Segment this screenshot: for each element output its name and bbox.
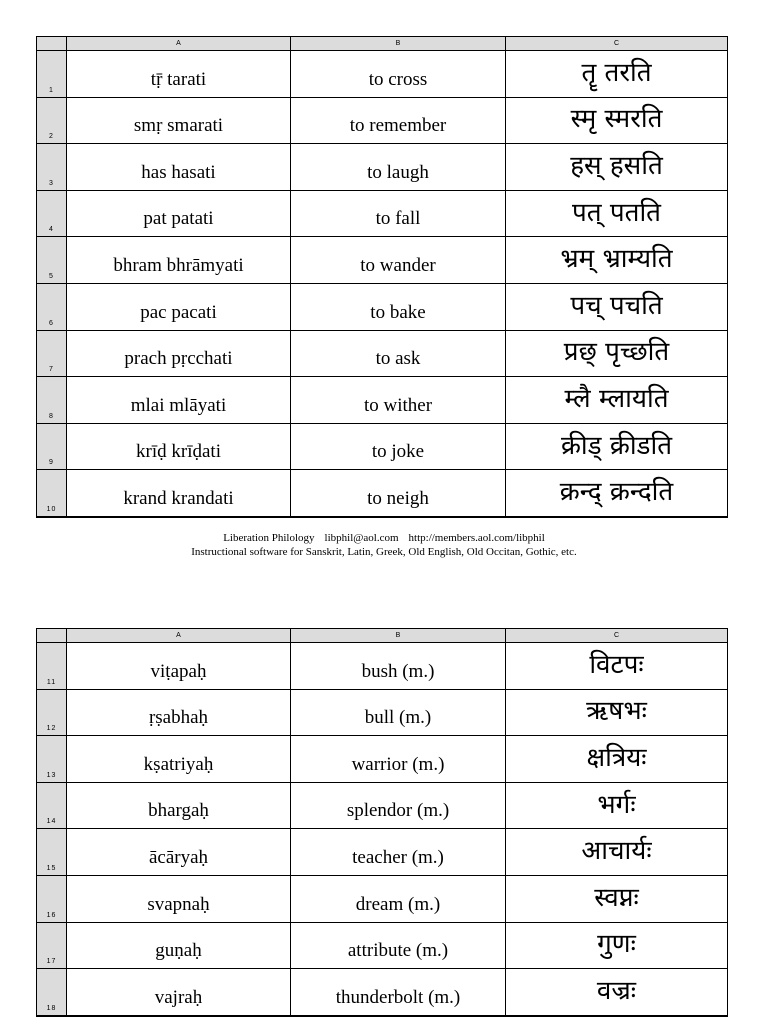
cell-devanagari[interactable]: भ्रम् भ्राम्यति bbox=[560, 244, 673, 275]
cell-meaning[interactable]: to bake bbox=[291, 284, 506, 330]
table-row bbox=[37, 969, 727, 1016]
row-number-label: 18 bbox=[46, 1004, 57, 1012]
cell-devanagari[interactable]: पच् पचति bbox=[570, 290, 663, 321]
row-number-label: 4 bbox=[49, 226, 54, 234]
table-row bbox=[37, 237, 727, 284]
row-number[interactable] bbox=[37, 643, 67, 689]
row-number-label: 11 bbox=[46, 678, 57, 686]
cell-transliteration[interactable]: bhram bhrāmyati bbox=[67, 237, 291, 283]
cell-transliteration[interactable]: mlai mlāyati bbox=[67, 377, 291, 423]
column-header-b[interactable]: B bbox=[291, 629, 506, 642]
row-number[interactable] bbox=[37, 51, 67, 97]
row-number-label: 2 bbox=[49, 133, 54, 141]
cell-meaning[interactable]: to wander bbox=[291, 237, 506, 283]
footer-tagline: Instructional software for Sanskrit, Latin, Greek, Old English, Old Occitan, Gothic, etc. bbox=[191, 546, 577, 558]
row-number-label: 15 bbox=[46, 864, 57, 872]
row-number-label: 16 bbox=[46, 911, 57, 919]
row-number-label: 14 bbox=[46, 818, 57, 826]
table-row bbox=[37, 98, 727, 145]
cell-devanagari[interactable]: भर्गः bbox=[597, 789, 636, 820]
column-header-a[interactable]: A bbox=[67, 629, 291, 642]
cell-meaning[interactable]: attribute (m.) bbox=[291, 923, 506, 969]
table-row bbox=[37, 284, 727, 331]
cell-transliteration[interactable]: tṝ tarati bbox=[67, 51, 291, 97]
row-number[interactable] bbox=[37, 736, 67, 782]
row-number-label: 10 bbox=[46, 505, 57, 513]
cell-devanagari[interactable]: क्षत्रियः bbox=[586, 742, 647, 773]
row-number[interactable] bbox=[37, 829, 67, 875]
row-number[interactable] bbox=[37, 690, 67, 736]
spreadsheet-table-1 bbox=[36, 36, 728, 518]
row-number-label: 9 bbox=[49, 459, 54, 467]
cell-devanagari[interactable]: ऋषभः bbox=[586, 696, 647, 727]
column-header-a[interactable]: A bbox=[67, 37, 291, 50]
row-number-label: 5 bbox=[49, 272, 54, 280]
column-header-b[interactable]: B bbox=[291, 37, 506, 50]
row-number-label: 3 bbox=[49, 179, 54, 187]
table-row bbox=[37, 144, 727, 191]
cell-meaning[interactable]: to laugh bbox=[291, 144, 506, 190]
row-number[interactable] bbox=[37, 377, 67, 423]
cell-meaning[interactable]: to remember bbox=[291, 98, 506, 144]
cell-devanagari[interactable]: म्लै म्लायति bbox=[564, 383, 669, 414]
cell-devanagari[interactable]: हस् हसति bbox=[570, 150, 663, 181]
footer-email[interactable]: libphil@aol.com bbox=[324, 532, 399, 544]
footer-name: Liberation Philology bbox=[223, 532, 315, 544]
footer bbox=[0, 531, 768, 559]
cell-transliteration[interactable]: guṇaḥ bbox=[67, 923, 291, 969]
column-header-c[interactable]: C bbox=[613, 632, 620, 639]
cell-devanagari[interactable]: क्रीड् क्रीडति bbox=[560, 430, 673, 461]
row-number-label: 17 bbox=[46, 958, 57, 966]
cell-transliteration[interactable]: svapnaḥ bbox=[67, 876, 291, 922]
cell-devanagari[interactable]: क्रन्द् क्रन्दति bbox=[559, 477, 674, 508]
cell-meaning[interactable]: bush (m.) bbox=[291, 643, 506, 689]
cell-devanagari[interactable]: पत् पतति bbox=[572, 197, 661, 228]
table-row bbox=[37, 470, 727, 517]
table-row bbox=[37, 424, 727, 471]
column-header-c[interactable]: C bbox=[613, 40, 620, 47]
cell-transliteration[interactable]: ācāryaḥ bbox=[67, 829, 291, 875]
cell-transliteration[interactable]: krīḍ krīḍati bbox=[67, 424, 291, 470]
row-number-label: 6 bbox=[49, 319, 54, 327]
cell-transliteration[interactable]: vajraḥ bbox=[67, 969, 291, 1015]
cell-devanagari[interactable]: आचार्यः bbox=[581, 836, 652, 867]
corner-cell[interactable] bbox=[37, 629, 67, 642]
table-row bbox=[37, 643, 727, 690]
footer-url[interactable]: http://members.aol.com/libphil bbox=[408, 532, 545, 544]
cell-transliteration[interactable]: bhargaḥ bbox=[67, 783, 291, 829]
cell-devanagari[interactable]: वज्रः bbox=[596, 975, 637, 1006]
cell-meaning[interactable]: warrior (m.) bbox=[291, 736, 506, 782]
table-body bbox=[37, 643, 727, 1016]
row-number[interactable] bbox=[37, 331, 67, 377]
cell-transliteration[interactable]: viṭapaḥ bbox=[67, 643, 291, 689]
cell-transliteration[interactable]: prach pṛcchati bbox=[67, 331, 291, 377]
cell-transliteration[interactable]: ṛṣabhaḥ bbox=[67, 690, 291, 736]
column-header-row bbox=[37, 629, 727, 643]
row-number-label: 1 bbox=[49, 86, 54, 94]
table-row bbox=[37, 51, 727, 98]
cell-transliteration[interactable]: kṣatriyaḥ bbox=[67, 736, 291, 782]
table-body bbox=[37, 51, 727, 517]
corner-cell[interactable] bbox=[37, 37, 67, 50]
cell-meaning[interactable]: to cross bbox=[291, 51, 506, 97]
cell-meaning[interactable]: teacher (m.) bbox=[291, 829, 506, 875]
cell-transliteration[interactable]: pac pacati bbox=[67, 284, 291, 330]
cell-devanagari[interactable]: स्मृ स्मरति bbox=[570, 104, 663, 135]
spreadsheet-table-2 bbox=[36, 628, 728, 1017]
table-row bbox=[37, 829, 727, 876]
column-header-row bbox=[37, 37, 727, 51]
cell-devanagari[interactable]: विटपः bbox=[589, 649, 644, 680]
row-number[interactable] bbox=[37, 923, 67, 969]
cell-transliteration[interactable]: has hasati bbox=[67, 144, 291, 190]
cell-meaning[interactable]: dream (m.) bbox=[291, 876, 506, 922]
table-row bbox=[37, 191, 727, 238]
table-row bbox=[37, 690, 727, 737]
row-number[interactable] bbox=[37, 424, 67, 470]
row-number[interactable] bbox=[37, 969, 67, 1015]
cell-meaning[interactable]: thunderbolt (m.) bbox=[291, 969, 506, 1015]
table-row bbox=[37, 331, 727, 378]
row-number[interactable] bbox=[37, 783, 67, 829]
row-number[interactable] bbox=[37, 876, 67, 922]
cell-devanagari[interactable]: गुणः bbox=[597, 929, 636, 960]
row-number-label: 13 bbox=[46, 771, 57, 779]
cell-transliteration[interactable]: pat patati bbox=[67, 191, 291, 237]
row-number[interactable] bbox=[37, 284, 67, 330]
cell-transliteration[interactable]: krand krandati bbox=[67, 470, 291, 516]
cell-meaning[interactable]: to neigh bbox=[291, 470, 506, 516]
cell-transliteration[interactable]: smṛ smarati bbox=[67, 98, 291, 144]
table-row bbox=[37, 377, 727, 424]
cell-meaning[interactable]: splendor (m.) bbox=[291, 783, 506, 829]
cell-meaning[interactable]: to wither bbox=[291, 377, 506, 423]
table-row bbox=[37, 876, 727, 923]
row-number-label: 8 bbox=[49, 412, 54, 420]
cell-meaning[interactable]: to fall bbox=[291, 191, 506, 237]
table-row bbox=[37, 923, 727, 970]
cell-meaning[interactable]: to ask bbox=[291, 331, 506, 377]
row-number[interactable] bbox=[37, 191, 67, 237]
row-number[interactable] bbox=[37, 98, 67, 144]
row-number-label: 7 bbox=[49, 366, 54, 374]
cell-devanagari[interactable]: तॄ तरति bbox=[581, 57, 652, 88]
table-row bbox=[37, 736, 727, 783]
row-number-label: 12 bbox=[46, 725, 57, 733]
cell-devanagari[interactable]: स्वप्नः bbox=[594, 882, 639, 913]
cell-devanagari[interactable]: प्रछ् पृच्छति bbox=[563, 337, 670, 368]
row-number[interactable] bbox=[37, 470, 67, 516]
table-row bbox=[37, 783, 727, 830]
row-number[interactable] bbox=[37, 144, 67, 190]
cell-meaning[interactable]: to joke bbox=[291, 424, 506, 470]
row-number[interactable] bbox=[37, 237, 67, 283]
cell-meaning[interactable]: bull (m.) bbox=[291, 690, 506, 736]
